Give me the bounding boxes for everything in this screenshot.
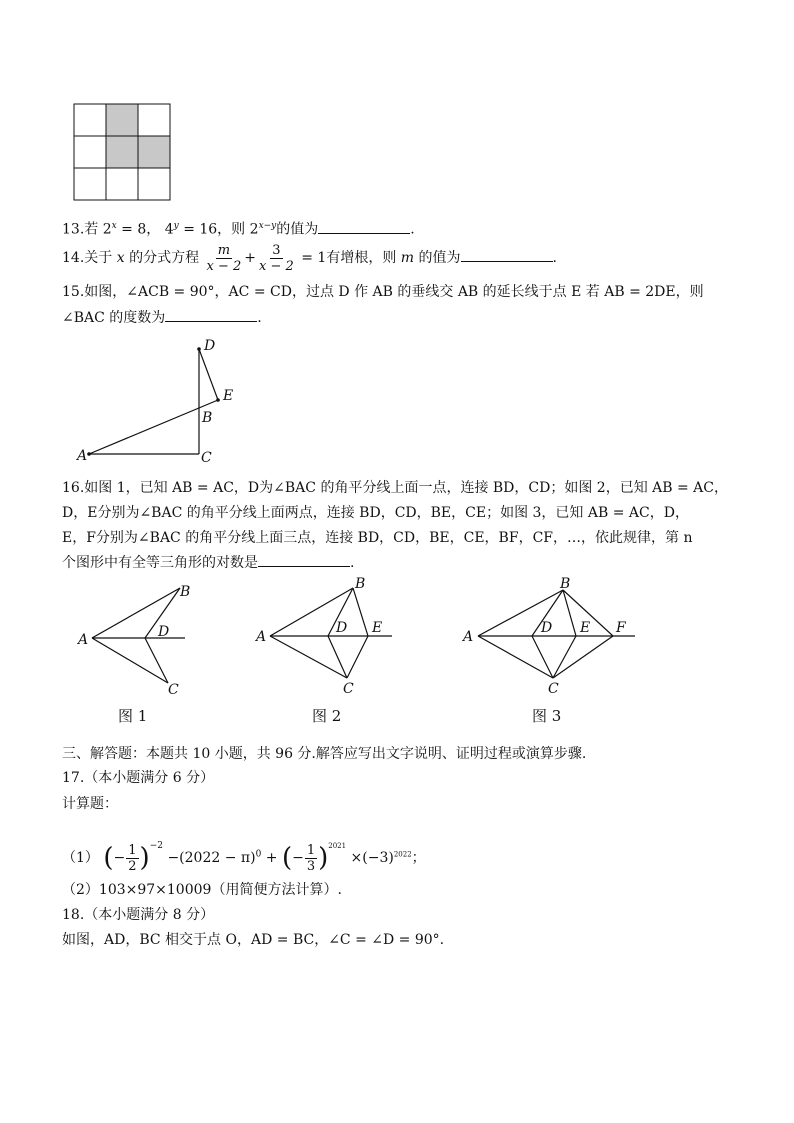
- question-13: 13.若 2$^x$ = 8， 4$^y$ = 16，则 $2^{x-y}$的值为 .: [62, 221, 415, 238]
- fig1-label-C: C: [168, 682, 179, 698]
- figure-3: [478, 590, 635, 678]
- label-E: E: [223, 388, 234, 404]
- fraction-3: $\frac{3}{x - 2}$: [259, 242, 294, 274]
- fig2-label-C: C: [343, 681, 354, 697]
- fig1-label-D: D: [158, 624, 170, 640]
- fig2-label-D: D: [336, 620, 348, 636]
- answer-blank[interactable]: [165, 309, 257, 322]
- question-16-line1: 16.如图 1，已知 AB = AC，D为∠BAC 的角平分线上面一点，连接 BD，CD；如图 2，已知 AB = AC，: [62, 480, 728, 496]
- fig3-label-E: E: [580, 620, 591, 636]
- question-17-part1: （1） (− $\frac{1}{2}$ )$^{-2} -(2022 - \pi)^0$ + (− $\frac{1}{3}$ )$^{2021} \times(-3)^{2022}$；: [62, 841, 426, 874]
- question-16-line4: 个图形中有全等三角形的对数是 .: [62, 555, 355, 571]
- fig2-caption: 图 2: [312, 707, 342, 725]
- question-15-line1: 15.如图，∠ACB = 90°，AC = CD，过点 D 作 AB 的垂线交 AB 的延长线于点 E 若 AB = 2DE，则: [62, 284, 704, 300]
- fig3-label-B: B: [560, 576, 571, 592]
- fig1-label-B: B: [180, 584, 191, 600]
- fig3-label-A: A: [463, 629, 474, 645]
- question-16-line2: D，E分别为∠BAC 的角平分线上面两点，连接 BD，CD，BE，CE；如图 3，已知 AB = AC，D，: [62, 505, 689, 521]
- segment-DE: [199, 349, 218, 400]
- fig3-label-C: C: [548, 681, 559, 697]
- figure-1: [92, 588, 185, 683]
- grid-shaded-cell: [138, 136, 170, 168]
- fig2-label-A: A: [256, 629, 267, 645]
- answer-blank[interactable]: [461, 249, 553, 262]
- question-17-intro: 计算题：: [62, 796, 118, 812]
- fig1-caption: 图 1: [118, 707, 148, 725]
- label-D: D: [204, 338, 216, 354]
- grid-figure: [72, 102, 174, 202]
- question-16-line3: E，F分别为∠BAC 的角平分线上面三点，连接 BD，CD，BE，CE，BF，CF，…，依此规律，第 n: [62, 530, 693, 546]
- fig2-label-B: B: [355, 576, 366, 592]
- fig3-caption: 图 3: [532, 707, 562, 725]
- grid-shaded-cell: [106, 104, 138, 136]
- answer-blank[interactable]: [318, 221, 410, 234]
- figure-q16: [70, 575, 650, 730]
- question-18-header: 18.（本小题满分 8 分）: [62, 907, 215, 923]
- fraction-m: $\frac{m}{x - 2}$: [206, 242, 242, 274]
- grid-shaded-cell: [106, 136, 138, 168]
- answer-blank[interactable]: [258, 554, 350, 567]
- fig3-label-F: F: [616, 620, 626, 636]
- section-3-heading: 三、解答题：本题共 10 小题，共 96 分.解答应写出文字说明、证明过程或演算步骤.: [62, 746, 587, 762]
- question-14: 14.关于 x 的分式方程 $\frac{m}{x - 2}$ + $\frac{3}{x - 2}$ = 1有增根，则 m 的值为 .: [62, 242, 557, 274]
- question-15-line2: ∠BAC 的度数为 .: [62, 310, 262, 326]
- question-17-header: 17.（本小题满分 6 分）: [62, 770, 215, 786]
- figure-q15: [75, 338, 245, 468]
- question-17-part2: （2）103×97×10009（用简便方法计算）.: [62, 882, 342, 898]
- fig2-label-E: E: [372, 620, 383, 636]
- fig1-label-A: A: [78, 632, 89, 648]
- label-A: A: [77, 448, 88, 464]
- q13-number: 13.: [62, 221, 85, 238]
- question-18-text: 如图，AD，BC 相交于点 O，AD = BC，∠C = ∠D = 90°.: [62, 932, 445, 948]
- label-C: C: [201, 450, 212, 466]
- fig3-label-D: D: [541, 620, 553, 636]
- label-B: B: [202, 410, 213, 426]
